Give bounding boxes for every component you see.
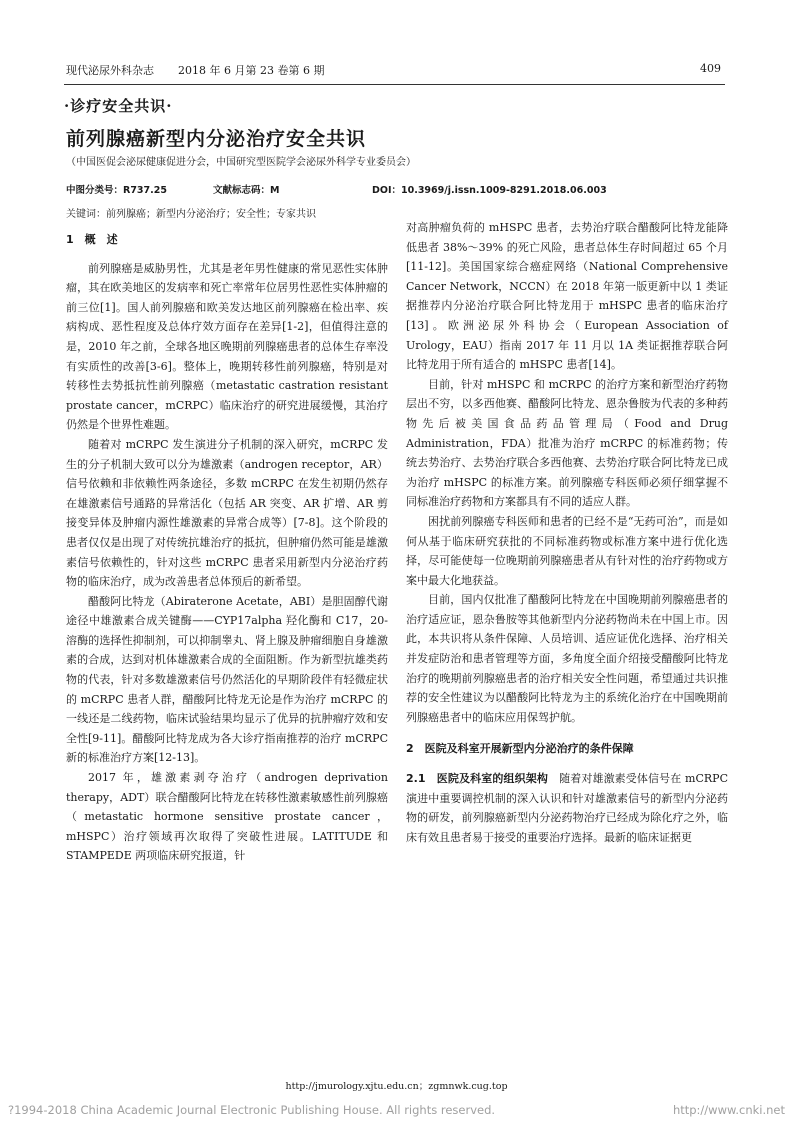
right-column xyxy=(406,218,728,847)
subsection-heading: 2.1 医院及科室的组织架构 xyxy=(406,772,548,786)
section-heading-conditions: 2 医院及科室开展新型内分泌治疗的条件保障 xyxy=(406,742,634,756)
header-rule xyxy=(64,84,725,85)
page-number: 409 xyxy=(700,62,721,75)
clc-number: 中图分类号：R737.25 xyxy=(66,185,167,196)
subsection-paragraph xyxy=(406,769,728,847)
copyright-bar xyxy=(8,1103,785,1117)
section-heading-overview: 1 概 述 xyxy=(66,233,118,246)
author-affiliation: （中国医促会泌尿健康促进分会，中国研究型医院学会泌尿外科学专业委员会） xyxy=(66,157,416,168)
paragraph: 目前，针对 mHSPC 和 mCRPC 的治疗方案和新型治疗药物层出不穷，以多西他赛、醋酸阿比特龙、恩杂鲁胺为代表的多种药物先后被美国食品药品管理局（Food and Drug Administration，FDA）批准为治疗 mCRPC 的标准药物；传统去势治疗、去势治疗联合多西他赛、去势治疗联合阿比特龙已成为治疗 mHSPC 的标准方案。前列腺癌专科医师必须仔细掌握不同标准治疗药物和方案都具有不同的适应人群。 xyxy=(406,377,728,509)
keywords: 关键词：前列腺癌；新型内分泌治疗；安全性；专家共识 xyxy=(66,209,316,220)
cnki-link[interactable]: http://www.cnki.net xyxy=(672,1103,785,1117)
running-head xyxy=(66,62,721,78)
paragraph: 醋酸阿比特龙（Abiraterone Acetate，ABI）是胆固醇代谢途径中雄激素合成关键酶——CYP17alpha 羟化酶和 C17，20-溶酶的选择性抑制剂，可以抑制睾丸、肾上腺及肿瘤细胞自身雄激素的合成，达到对机体雄激素合成的全面阻断。作为新型抗雄类药物的代表，针对多数雄激素信号仍然活化的早期阶段伴有轻微症状的 mCRPC 患者人群，醋酸阿比特龙无论是作为治疗 mCRPC 的一线还是二线药物，临床试验结果均显示了优异的抗肿瘤疗效和安全性[9-11]。醋酸阿比特龙成为各大诊疗指南推荐的治疗 mCRPC 新的标准治疗方案[12-13]。 xyxy=(66,594,388,765)
journal-name: 现代泌尿外科杂志 xyxy=(66,64,154,77)
issue-info: 2018 年 6 月第 23 卷第 6 期 xyxy=(178,64,325,77)
subsection-text: 随着对雄激素受体信号在 mCRPC 演进中重要调控机制的深入认识和针对雄激素信号的新型内分泌药物的研发，前列腺癌新型内分泌药物治疗已经成为除化疗之外，临床有效且患者易于接受的重要治疗选择。最新的临床证据更 xyxy=(406,772,728,844)
left-column xyxy=(66,230,388,866)
paragraph: 2017 年，雄激素剥夺治疗（androgen deprivation therapy，ADT）联合醋酸阿比特龙在转移性激素敏感性前列腺癌（metastatic hormone sensitive prostate cancer，mHSPC）治疗领域再次取得了突破性进展。LATITUDE 和 STAMPEDE 两项临床研究报道，针 xyxy=(66,771,388,863)
copyright-notice: ?1994-2018 China Academic Journal Electronic Publishing House. All rights reserved. xyxy=(8,1103,496,1117)
document-code: 文献标志码：M xyxy=(213,185,280,196)
paragraph: 目前，国内仅批准了醋酸阿比特龙在中国晚期前列腺癌患者的治疗适应证，恩杂鲁胺等其他新型内分泌药物尚未在中国上市。因此，本共识将从条件保障、人员培训、适应证优化选择、治疗相关并发症防治和患者管理等方面，多角度全面介绍接受醋酸阿比特龙治疗的晚期前列腺癌患者的治疗相关安全性问题，希望通过共识推荐的安全性建议为以醋酸阿比特龙为主的系统化治疗在中国晚期前列腺癌患者中的临床应用保驾护航。 xyxy=(406,593,728,724)
paragraph: 对高肿瘤负荷的 mHSPC 患者，去势治疗联合醋酸阿比特龙能降低患者 38%～39% 的死亡风险，患者总体生存时间超过 65 个月[11-12]。美国国家综合癌症网络（National Comprehensive Cancer Network，NCCN）在 2018 年第一版更新中以 1 类证据推荐内分泌治疗联合阿比特龙用于 mHSPC 患者的临床治疗[13]。欧洲泌尿外科协会（European Association of Urology，EAU）指南 2017 年 11 月以 1A 类证据推荐联合阿比特龙用于所有适合的 mHSPC 患者[14]。 xyxy=(406,221,728,372)
paragraph: 前列腺癌是威胁男性，尤其是老年男性健康的常见恶性实体肿瘤，其在欧美地区的发病率和死亡率常年位居男性恶性实体肿瘤的前三位[1]。国人前列腺癌和欧美发达地区前列腺癌在检出率、疾病构成、恶性程度及总体疗效方面存在差异[1-2]，但值得注意的是，2010 年之前，全球各地区晚期前列腺癌患者的总体生存率没有实质性的改善[3-6]。整体上，晚期转移性前列腺癌，特别是对转移性去势抵抗性前列腺癌（metastatic castration resistant prostate cancer，mCRPC）临床治疗的研究进展缓慢，其治疗仍然是个世界性难题。 xyxy=(66,261,388,432)
section-tag: ·诊疗安全共识· xyxy=(64,97,173,115)
paragraph: 困扰前列腺癌专科医师和患者的已经不是“无药可治”，而是如何从基于临床研究获批的不同标准药物或标准方案中进行优化选择，尽可能使每一位晚期前列腺癌患者从有针对性的治疗药物或方案中最大化地获益。 xyxy=(406,514,728,587)
paragraph: 随着对 mCRPC 发生演进分子机制的深入研究，mCRPC 发生的分子机制大致可以分为雄激素（androgen receptor，AR）信号依赖和非依赖性两条途径，多数 mCRPC 在发生初期仍然存在雄激素信号通路的异常活化（包括 AR 突变、AR 扩增、AR 剪接变异体及肿瘤内源性雄激素的异常合成等）[7-8]。这个阶段的患者仅仅是出现了对传统抗雄治疗的抵抗，但肿瘤仍然可能是雄激素信号依赖性的，针对这些 mCRPC 患者采用新型内分泌治疗药物的临床治疗，成为改善患者总体预后的新希望。 xyxy=(66,437,388,589)
article-title: 前列腺癌新型内分泌治疗安全共识 xyxy=(66,128,367,150)
footer-url: http://jmurology.xjtu.edu.cn；zgmnwk.cug.top xyxy=(285,1081,508,1092)
doi: DOI：10.3969/j.issn.1009-8291.2018.06.003 xyxy=(372,185,607,196)
